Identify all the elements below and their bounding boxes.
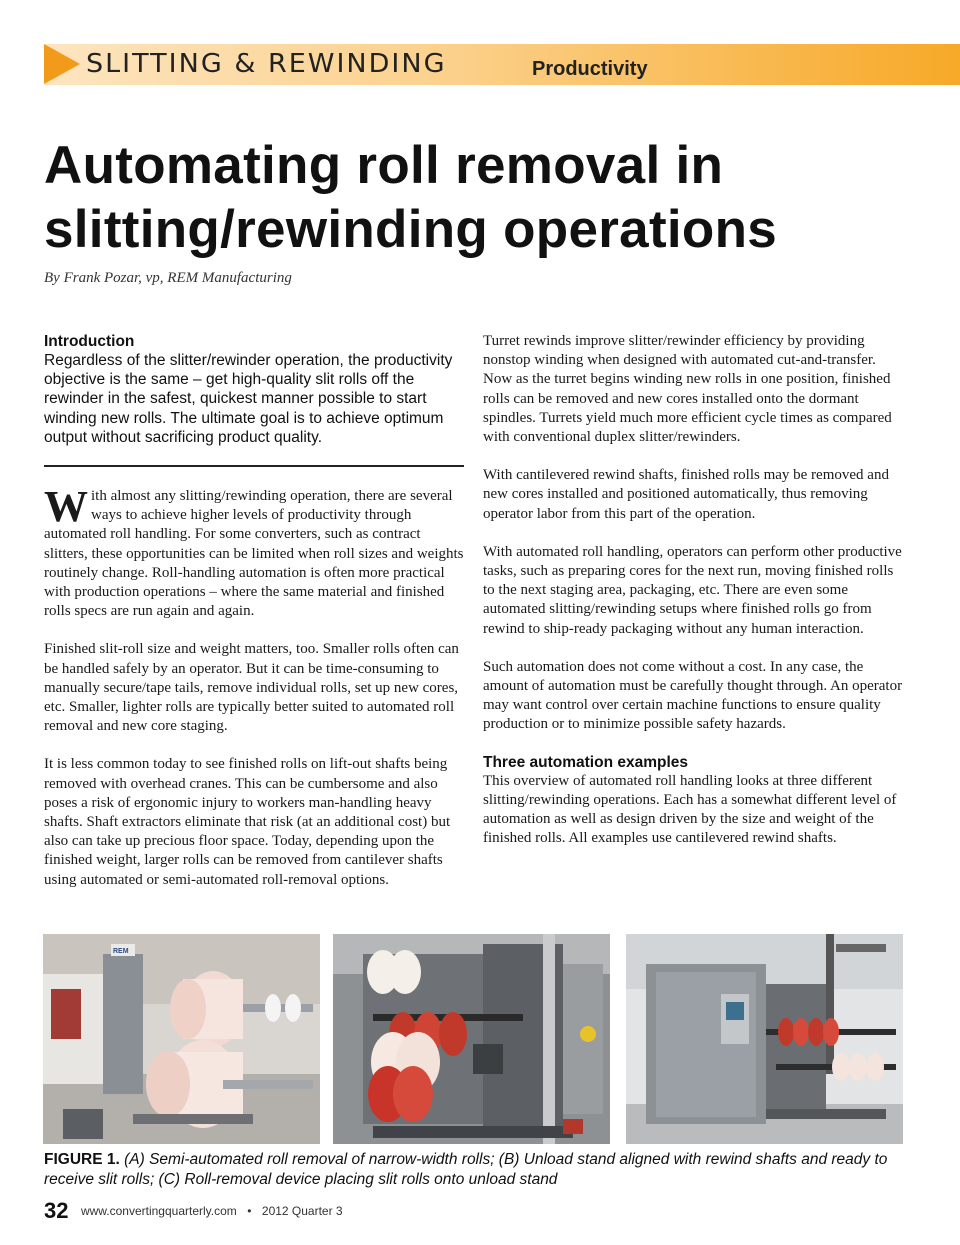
photo-c	[626, 934, 903, 1144]
paragraph: Turret rewinds improve slitter/rewinder efficiency by providing nonstop winding when designed with automated cut-and-transfer. Now as the turret begins winding new rolls in one position, finished rolls can be removed and new cores installed onto the dormant spindles. Turrets yield much more efficient cycle times as compared with conventional duplex slitter/rewinders.	[483, 333, 892, 446]
rem-logo: REM	[113, 948, 129, 955]
title-line-1: Automating roll removal in	[44, 136, 724, 195]
page-number: 32	[44, 1198, 69, 1223]
footer-separator: •	[247, 1204, 252, 1218]
paragraph: Such automation does not come without a cost. In any case, the amount of automation must be carefully thought through. An operator may want control over certain machine functions to ensure quality production or to minimize possible safety hazards.	[483, 658, 903, 733]
paragraph: With automated roll handling, operators can perform other productive tasks, such as preparing cores for the next run, moving finished rolls to the next staging area, packaging, etc. There are even some automated slitting/rewinding setups where finished rolls go from rewind to ship-ready packaging without any human interaction.	[483, 543, 902, 637]
page-footer	[44, 1198, 343, 1224]
footer-issue: 2012 Quarter 3	[261, 1204, 343, 1218]
section-title: SLITTING & REWINDING	[86, 49, 447, 79]
intro-text: Regardless of the slitter/rewinder operation, the productivity objective is the same – get high-quality slit rolls off the rewinder in the safest, quickest manner possible to start winding new rolls. The ultimate goal is to achieve optimum output without sacrificing product quality.	[44, 352, 453, 446]
footer-url: www.convertingquarterly.com	[80, 1204, 237, 1218]
divider	[44, 465, 464, 467]
section-heading: Three automation examples	[483, 753, 689, 771]
photo-b	[333, 934, 610, 1144]
photo-a	[43, 934, 320, 1144]
paragraph: With cantilevered rewind shafts, finished rolls may be removed and new cores installed and positioned automatically, thus removing operator labor from this part of the operation.	[483, 467, 889, 522]
right-column	[483, 332, 903, 867]
paragraph	[44, 482, 464, 621]
banner-arrow-icon	[44, 44, 80, 84]
byline: By Frank Pozar, vp, REM Manufacturing	[44, 270, 292, 286]
figure-caption-text: (A) Semi-automated roll removal of narrow-width rolls; (B) Unload stand aligned with rewind shafts and ready to receive slit rolls; (C) Roll-removal device placing slit rolls onto unload stand	[44, 1151, 888, 1188]
paragraph: Finished slit-roll size and weight matters, too. Smaller rolls often can be handled safely by an operator. But it can be time-consuming to manually secure/tape tails, remove individual rolls, set up new cores, etc. Smaller, lighter rolls are typically better suited to automated roll removal and new core staging.	[44, 641, 459, 735]
paragraph: This overview of automated roll handling looks at three different slitting/rewinding operations. Each has a somewhat different level of automation as well as design driven by the size and weight of the finished rolls. All examples use cantilevered rewind shafts.	[483, 772, 897, 847]
title-line-2: slitting/rewinding operations	[44, 200, 778, 259]
left-column	[44, 332, 464, 909]
section-subtitle: Productivity	[532, 58, 648, 80]
paragraph: It is less common today to see finished rolls on lift-out shafts being removed with overhead cranes. This can be cumbersome and also poses a risk of ergonomic injury to workers man-handling heavy shafts. Shaft extractors eliminate that risk (at an additional cost) but also can take up precious floor space. Today, depending upon the finished weight, larger rolls can be removed from cantilever shafts using automated or semi-automated roll-removal options.	[44, 756, 451, 888]
intro-heading: Introduction	[44, 333, 135, 350]
figure-caption	[44, 1150, 924, 1189]
paragraph-text: ith almost any slitting/rewinding operation, there are several ways to achieve higher levels of productivity through automated roll handling. For some converters, such as contract slitters, these opportunities can be limited when roll sizes and weights routinely change. Roll-handling automation is often more practical with production operations – where the same material and finished rolls specs are run again and again.	[44, 488, 464, 620]
article-title	[44, 134, 924, 262]
drop-cap: W	[44, 482, 88, 532]
figure-label: FIGURE 1.	[44, 1151, 120, 1168]
